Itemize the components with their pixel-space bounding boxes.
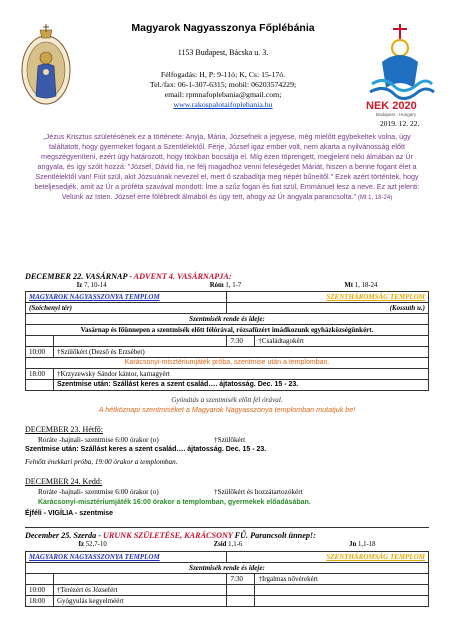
church-left-name: MAGYAROK NAGYASSZONYA TEMPLOM: [26, 292, 227, 303]
dec23-mass: Roráte -hajnali- szentmise 6:00 órakor (o): [38, 436, 159, 444]
dec25-heading: December 25. Szerda - URUNK SZÜLETÉSE, KARÁCSONY FŰ. Parancsolt ünnep!:: [25, 531, 316, 540]
table-row: [26, 358, 429, 369]
mystery-play-note: Karácsonyi-misztériumjáték próba, szentmise után a templomban.: [26, 358, 429, 369]
intention-cell: †Terézért és Józsefért: [53, 585, 227, 596]
email-line: email: rpmnafoplebania@gmail.com;: [164, 90, 282, 100]
parish-name: Magyarok Nagyasszonya Főplébánia: [131, 22, 315, 34]
table-row: [26, 585, 429, 596]
table-row: [26, 380, 429, 391]
office-hours: Félfogadás: H, P: 9-11ó; K, Cs: 15-17ó.: [160, 70, 286, 79]
dec22-heading: DECEMBER 22. VASÁRNAP - ADVENT 4. VASÁRNAPJA:: [25, 272, 232, 281]
time-cell: [227, 585, 255, 596]
weekday-mass-note: A hétköznapi szentmiséket a Magyarok Nagyasszonya templomban mutatjuk be!: [98, 405, 356, 414]
time-cell: 10:00: [26, 347, 54, 358]
reading-1: Iz 52,7-10: [78, 541, 107, 548]
table-row: [26, 314, 429, 325]
bulletin-date: 2019. 12. 22.: [380, 119, 420, 128]
table-row: [26, 292, 429, 303]
table-row: [26, 596, 429, 607]
phone-line: Tel./fax: 06-1-307-6315; mobil: 06203574229;: [149, 80, 297, 90]
time-cell: 7:30: [227, 336, 255, 347]
time-cell: 18:00: [26, 596, 54, 607]
devotion-note: Szentmise után: Szállást keres a szent család…. ájtatosság. Dec. 15 - 23.: [53, 380, 428, 391]
reading-2: Róm 1, 1-7: [209, 282, 242, 289]
time-cell: 7:30: [227, 574, 255, 585]
table-row: [26, 303, 429, 314]
parish-logo: [18, 20, 74, 112]
church-right-name: SZENTHÁROMSÁG TEMPLOM: [227, 552, 429, 563]
reading-3: Mt 1, 18-24: [344, 282, 378, 289]
dec24-vigil: Éjféli - VIGÍLIA - szentmise: [25, 510, 114, 517]
reading-2: Zsid 1,1-6: [213, 541, 243, 548]
dec24-mass: Roráte -hajnali- szentmise 6:00 órakor (o): [38, 488, 159, 496]
dec23-intention: †Szülőkért: [214, 436, 246, 444]
divider: [25, 527, 429, 528]
dec23-devotion: Szentmise után: Szállást keres a szent család…. ájtatosság. Dec. 15 - 23.: [25, 446, 267, 453]
website-link[interactable]: www.rakospalotaifoplebania.hu: [173, 100, 273, 110]
quote-text: „Jézus Krisztus születésének ez a története: Anyja, Mária, Józsefnek a jegyese, még mielőtt egybekeltek volna, úgy találtatott, hogy gyermeket fogant a Szentlélektől. Férje, József igaz ember volt, nem akarta a nyilvánosság előtt megszégyeníteni, ezért úgy határozott, hogy titokban bocsátja el. Míg ezen töprengett, megjelent neki álmában az Úr angyala, és így szólt hozzá: "József, Dávid fia, ne félj magadhoz venni feleségedet Máriát, hiszen a benne fogant élet a Szentlélektől van! Fiút szül, akit Józsuának nevezel el, mert ő szabadítja meg népét bűneitől." Ezek azért történtek, hogy beteljesedjék, amit az Úr a próféta szavával mondott: Íme a szűz fogan és fiat szül, Emmánuel lesz a neve. Ez azt jelenti: Velünk az Isten. József erre fölébredt álmából és úgy tett, ahogy az Úr angyala parancsolta.”: [34, 132, 420, 201]
table-row: [26, 552, 429, 563]
intention-cell: †Szülőkért (Dezső és Erzsébet): [53, 347, 428, 358]
time-cell: [26, 574, 54, 585]
dec23-heading: DECEMBER 23. Hétfő:: [25, 425, 103, 434]
dec24-mystery-play: Karácsonyi-misztériumjáték 16:00 órakor a templomban, gyermekek előadásában.: [38, 499, 311, 506]
dec24-intention: †Szülőkért és hozzátartozókért: [214, 488, 303, 496]
table-row: [26, 347, 429, 358]
church-left-square: (Széchenyi tér): [26, 303, 227, 314]
reading-1: Iz 7, 10-14: [76, 282, 107, 289]
order-label: Szentmisék rende és ideje:: [26, 314, 429, 325]
intention-cell: †Irgalmas nővérekért: [255, 574, 429, 585]
rosary-note: Vasárnap és főünnepen a szentmisék előtt félórával, rózsafüzért imádkozunk egyházközségünkért.: [26, 325, 429, 336]
church-right-street: (Kossuth u.): [227, 303, 429, 314]
time-cell: 10:00: [26, 585, 54, 596]
order-label: Szentmisék rende és ideje:: [26, 563, 429, 574]
dec25-schedule-table: [25, 551, 429, 607]
table-row: [26, 336, 429, 347]
time-cell: [26, 336, 54, 347]
time-cell: 18:00: [26, 369, 54, 380]
dec24-heading: DECEMBER 24. Kedd:: [25, 477, 103, 486]
intention-cell: Gyógyulás kegyelméért: [53, 596, 227, 607]
intention-cell: [53, 574, 227, 585]
intention-cell: †Krzyzewsky Sándor kántor, karnagyért: [53, 369, 428, 380]
intention-cell: [255, 585, 429, 596]
intention-cell: [255, 596, 429, 607]
dec22-schedule-table: [25, 291, 429, 391]
reading-3: Jn 1,1-18: [349, 541, 376, 548]
quote-reference: (Mt 1, 18-24): [357, 194, 393, 201]
church-left-name: MAGYAROK NAGYASSZONYA TEMPLOM: [26, 552, 227, 563]
parish-address: 1153 Budapest, Bácska u. 3.: [177, 48, 269, 57]
contact-block: [88, 70, 358, 111]
table-row: [26, 325, 429, 336]
church-right-name: SZENTHÁROMSÁG TEMPLOM: [227, 292, 429, 303]
table-row: [26, 563, 429, 574]
dec23-choir: Felnőtt énekkari próba, 19:00 órakor a templomban.: [25, 458, 178, 466]
gospel-quote: [28, 132, 426, 202]
dec22-readings: [25, 282, 429, 290]
confession-note: Gyónátás a szentmisék előtt fél órával.: [171, 396, 283, 404]
time-cell: [227, 596, 255, 607]
page-header: [0, 0, 453, 128]
intention-cell: [53, 336, 226, 347]
intention-cell: †Családtagokért: [255, 336, 429, 347]
nek-logo-subtitle: Budapest · Hungary: [376, 112, 417, 117]
dec25-readings: [25, 541, 429, 549]
table-row: [26, 574, 429, 585]
nek-logo-text: NEK 2020: [366, 100, 417, 112]
table-row: [26, 369, 429, 380]
